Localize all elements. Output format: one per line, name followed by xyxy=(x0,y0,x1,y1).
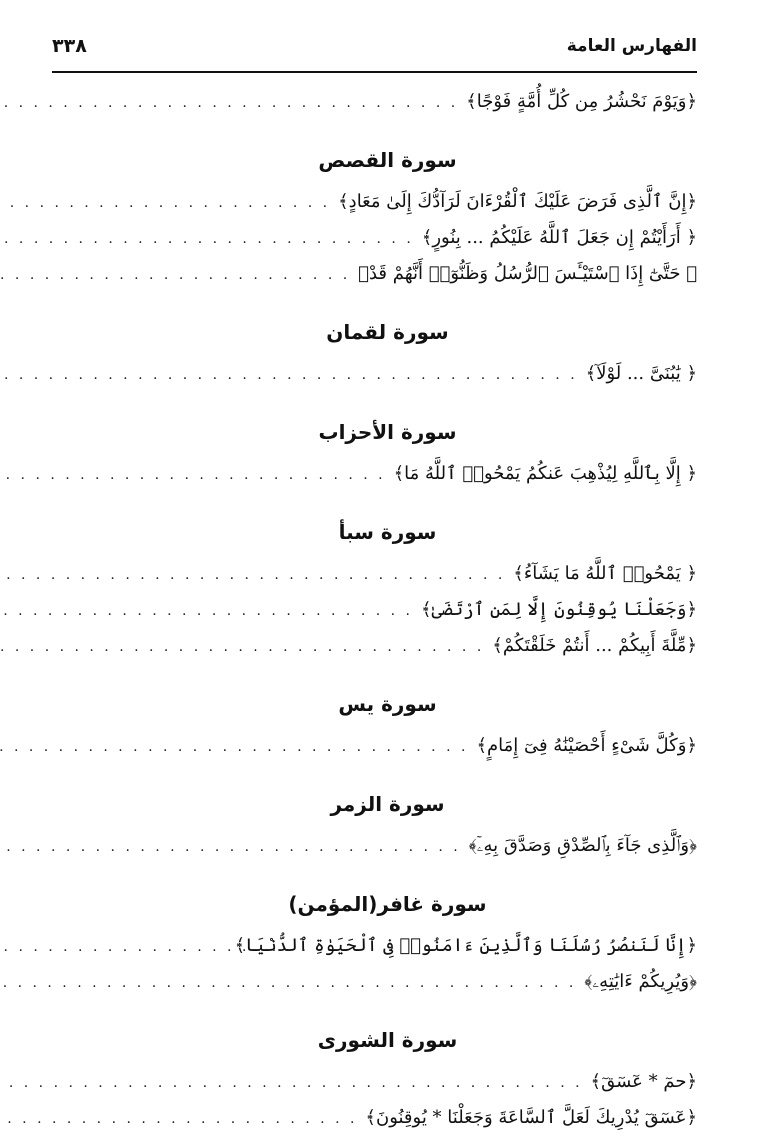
header-rule xyxy=(52,71,697,73)
index-entry xyxy=(78,356,697,392)
dot-leader xyxy=(0,829,461,865)
index-entry xyxy=(78,728,697,764)
dot-leader xyxy=(0,357,578,393)
verse-text: ﴿إِنَّ ٱلَّذِى فَرَضَ عَلَيْكَ ٱلْقُرْءَانَ لَرَآدُّكَ إِلَىٰ مَعَادٍ﴾ xyxy=(338,191,697,212)
surah-heading: سورة سبأ xyxy=(338,520,437,544)
dot-leader xyxy=(0,593,413,629)
verse-text: ﴿وَيُرِيكُمْ ءَايَٰتِهِۦ﴾ xyxy=(584,971,697,992)
verse-text: ﴿مِّلَّةَ أَبِيكُمْ ... أَنتُمْ خَلَقْتَكُمْ﴾ xyxy=(492,635,697,656)
dot-leader xyxy=(0,965,576,1001)
index-content xyxy=(78,84,697,1136)
dot-leader xyxy=(0,257,350,293)
index-entry xyxy=(78,1100,697,1136)
surah-heading: سورة الأحزاب xyxy=(318,420,457,444)
verse-text: ﴿وَٱلَّذِى جَآءَ بِٱلصِّدْقِ وَصَدَّقَ بِهِۦٓ﴾ xyxy=(468,835,697,856)
dot-leader xyxy=(0,557,505,593)
dot-leader xyxy=(0,929,309,965)
index-entry xyxy=(78,828,697,864)
index-entry xyxy=(78,84,697,120)
surah-heading: سورة لقمان xyxy=(326,320,449,344)
index-entry xyxy=(78,628,697,664)
verse-text: ﴿وَجَعَلْنَا يُوقِنُونَ إِلَّا لِمَنِ ٱرْتَضَىٰ﴾ xyxy=(420,599,697,620)
verse-text: ﴿عٓسٓقٓ يُدْرِيكَ لَعَلَّ ٱلسَّاعَةَ وَجَعَلْنَا * يُوقِنُونَ﴾ xyxy=(365,1107,697,1128)
dot-leader xyxy=(0,629,484,665)
verse-text: ﴿ يَٰبُنَىَّ ... لَوْلَآ﴾ xyxy=(585,363,697,384)
index-entry xyxy=(78,928,697,964)
dot-leader xyxy=(0,457,386,493)
index-entry xyxy=(78,256,697,292)
surah-heading: سورة الزمر xyxy=(330,792,445,816)
index-entry xyxy=(78,184,697,220)
dot-leader xyxy=(0,221,414,257)
surah-heading: سورة يس xyxy=(338,692,437,716)
surah-heading: سورة غافر(المؤمن) xyxy=(288,892,487,916)
index-entry xyxy=(78,592,697,628)
running-title: الفهارس العامة xyxy=(566,36,697,56)
surah-heading: سورة القصص xyxy=(318,148,457,172)
verse-text: ﴿ أَرَأَيْتُمْ إِن جَعَلَ ٱللَّهُ عَلَيْكُمُ ... بِنُورٍ﴾ xyxy=(421,227,697,248)
verse-text: ﴿وَيَوْمَ نَحْشُرُ مِن كُلِّ أُمَّةٍ فَوْجًا﴾ xyxy=(466,91,697,112)
surah-heading: سورة الشورى xyxy=(317,1028,458,1052)
index-entry xyxy=(78,1064,697,1100)
index-entry xyxy=(78,456,697,492)
verse-text: ﴿ يَمْحُوا۟ ٱللَّهُ مَا يَشَآءُ﴾ xyxy=(513,563,697,584)
dot-leader xyxy=(0,729,468,765)
dot-leader xyxy=(0,1065,583,1101)
dot-leader xyxy=(0,1101,357,1137)
dot-leader xyxy=(0,85,458,121)
verse-text: ﴿ حَتَّىٰٓ إِذَا ٱسْتَيْـَٔسَ ٱلرُّسُلُ وَظَنُّوٓا۟ أَنَّهُمْ قَدْ﴾ xyxy=(358,263,697,284)
dot-leader xyxy=(0,185,330,221)
page-header xyxy=(52,30,697,62)
page-number: ٣٣٨ xyxy=(52,35,87,57)
verse-text: ﴿وَكُلَّ شَىْءٍ أَحْصَيْنَٰهُ فِىٓ إِمَامٍ﴾ xyxy=(476,735,697,756)
index-entry xyxy=(78,964,697,1000)
verse-text: ﴿حمٓ * عٓسٓقٓ﴾ xyxy=(590,1071,697,1092)
verse-text: ﴿إِنَّا لَنَنصُرُ رُسُلَنَا وَٱلَّذِينَ ءَامَنُوا۟ فِى ٱلْحَيَوٰةِ ٱلدُّنْيَا﴾ xyxy=(234,935,697,956)
index-entry xyxy=(78,220,697,256)
index-entry xyxy=(78,556,697,592)
verse-text: ﴿ إِلَّا بِٱللَّهِ لِيُذْهِبَ عَنكُمُ يَمْحُوا۟ ٱللَّهُ مَا﴾ xyxy=(393,463,697,484)
